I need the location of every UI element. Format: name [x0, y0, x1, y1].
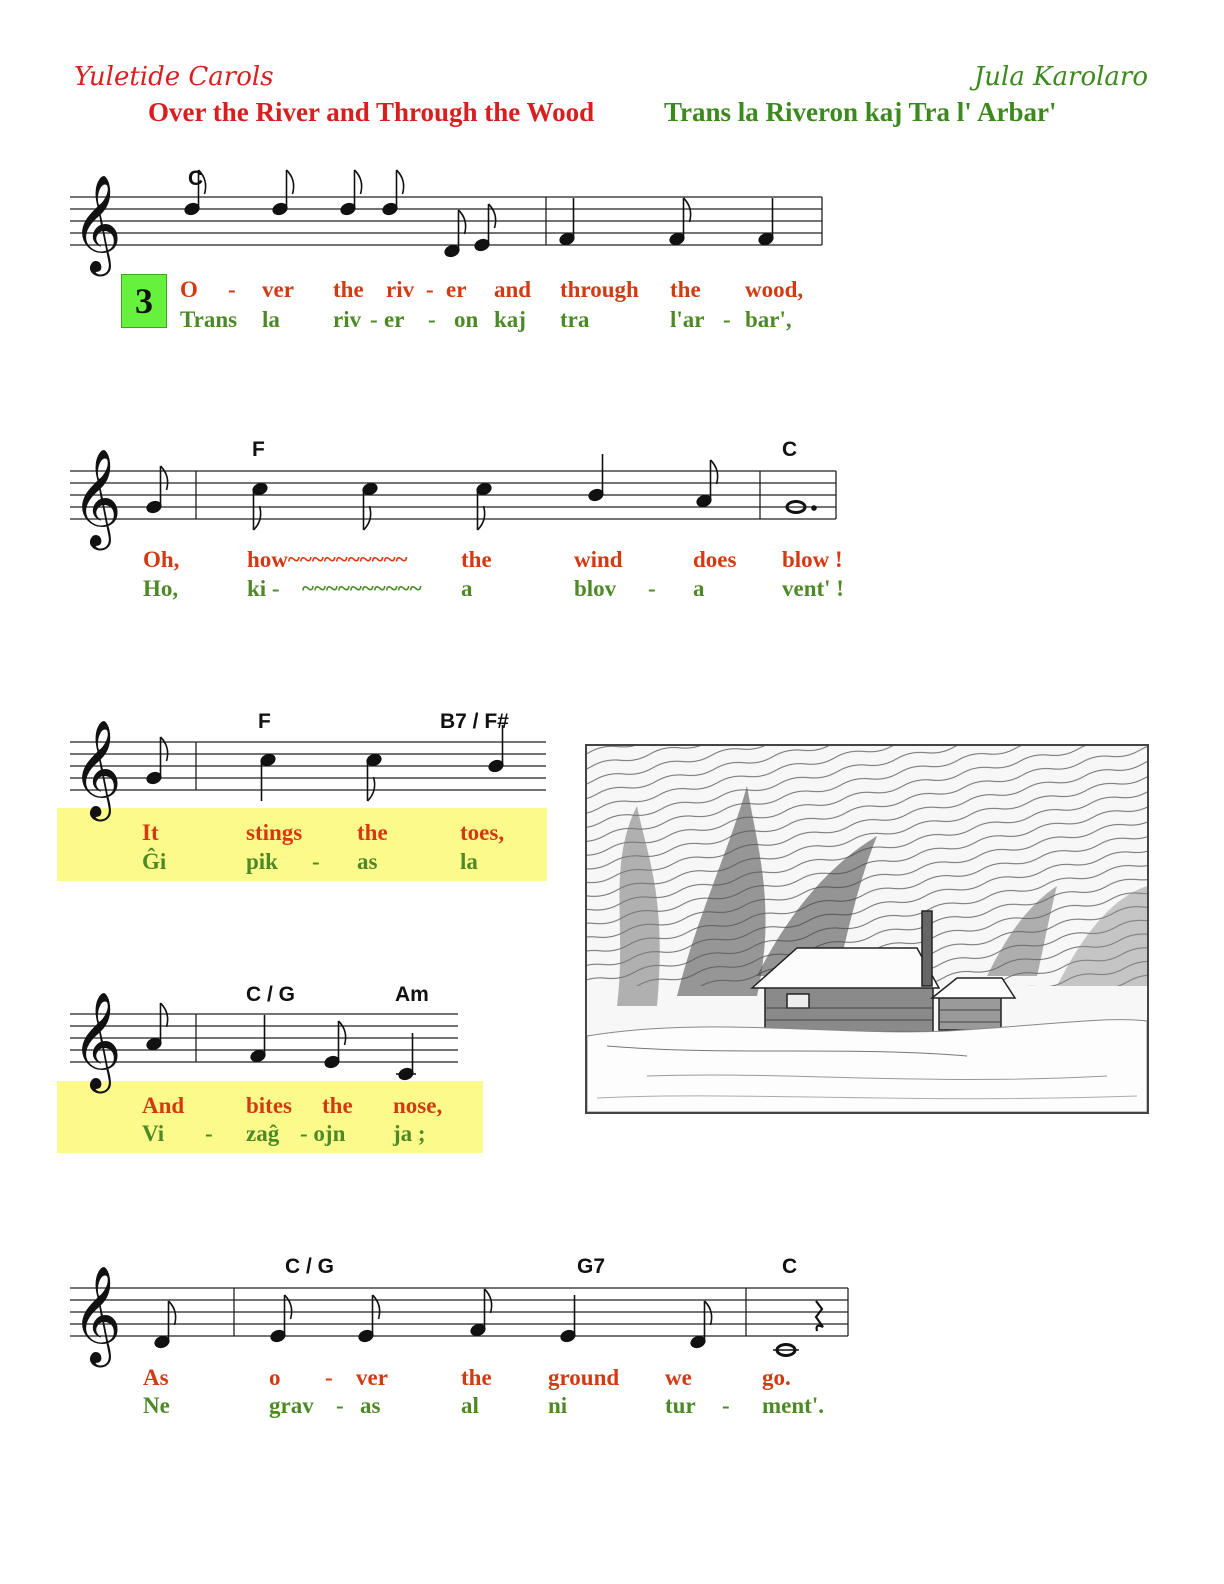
lyric-en: go.	[762, 1365, 791, 1390]
lyric-en: how~~~~~~~~~~	[247, 547, 408, 572]
song-title-eo: Trans la Riveron kaj Tra l' Arbar'	[664, 97, 1057, 127]
quarter-rest-icon	[816, 1301, 823, 1331]
lyric-eo: riv	[333, 307, 362, 332]
lyric-eo: Ĝi	[142, 849, 167, 874]
lyric-eo: Ne	[143, 1393, 170, 1418]
lyric-en: -	[228, 277, 236, 302]
lyric-eo: ni	[548, 1393, 568, 1418]
lyric-eo: vent' !	[782, 576, 844, 601]
lyric-eo: - ojn	[300, 1121, 346, 1146]
lyric-en: stings	[246, 820, 303, 845]
lyric-eo: tur	[665, 1393, 696, 1418]
lyric-en: O	[180, 277, 198, 302]
chord-symbol: C	[782, 1255, 798, 1278]
lyric-en: does	[693, 547, 737, 572]
collection-title-eo: Jula Karolaro	[973, 62, 1148, 92]
lyric-eo: bar',	[745, 307, 792, 332]
lyric-eo: er	[384, 307, 405, 332]
lyric-en: ground	[548, 1365, 620, 1390]
lyric-en: through	[560, 277, 639, 302]
lyric-eo: a	[461, 576, 473, 601]
lyric-en: And	[142, 1093, 185, 1118]
treble-clef-icon: 𝄞	[72, 448, 122, 546]
lyric-en: the	[357, 820, 388, 845]
lyric-eo: tra	[560, 307, 590, 332]
lyric-eo: -	[370, 307, 378, 332]
lyric-eo: -	[336, 1393, 344, 1418]
chord-symbol: Am	[395, 983, 429, 1006]
lyric-en: the	[670, 277, 701, 302]
treble-clef-icon: 𝄞	[72, 719, 122, 817]
lyric-en: o	[269, 1365, 281, 1390]
lyric-eo: l'ar	[670, 307, 705, 332]
lyric-eo: as	[357, 849, 378, 874]
chord-symbol: C / G	[285, 1255, 335, 1278]
lyric-en: toes,	[460, 820, 505, 845]
song-title-en: Over the River and Through the Wood	[148, 97, 595, 127]
lyric-en: Oh,	[143, 547, 180, 572]
lyric-eo: ki -	[247, 576, 280, 601]
verse-number: 3	[121, 274, 167, 328]
lyric-en: nose,	[393, 1093, 443, 1118]
lyric-en: ver	[356, 1365, 388, 1390]
lyric-eo: la	[262, 307, 280, 332]
staff	[70, 174, 830, 276]
lyric-en: wind	[574, 547, 623, 572]
lyric-en: -	[426, 277, 434, 302]
lyric-eo: -	[723, 307, 731, 332]
lyric-en: the	[322, 1093, 353, 1118]
lyric-eo: Vi	[142, 1121, 165, 1146]
chord-symbol: B7 / F#	[440, 710, 509, 733]
treble-clef-icon: 𝄞	[72, 991, 122, 1089]
lyric-eo: zaĝ	[246, 1121, 280, 1146]
lyric-eo: as	[360, 1393, 381, 1418]
chord-symbol: C	[782, 438, 798, 461]
lyric-en: riv	[386, 277, 415, 302]
lyric-en: the	[333, 277, 364, 302]
lyric-eo: on	[454, 307, 479, 332]
chord-symbol: F	[252, 438, 265, 461]
lyric-eo: Trans	[180, 307, 238, 332]
lyric-en: and	[494, 277, 532, 302]
lyric-eo: ment'.	[762, 1393, 824, 1418]
lyric-en: As	[143, 1365, 169, 1390]
lyric-eo: grav	[269, 1393, 314, 1418]
winter-cabin-illustration	[585, 744, 1149, 1114]
lyric-eo: blov	[574, 576, 617, 601]
lyric-eo: -	[428, 307, 436, 332]
lyric-eo: -	[722, 1393, 730, 1418]
treble-clef-icon: 𝄞	[72, 1265, 122, 1363]
collection-title: Yuletide Carols	[74, 62, 274, 92]
chord-symbol: C / G	[246, 983, 296, 1006]
lyric-eo: pik	[246, 849, 278, 874]
lyric-eo: -	[648, 576, 656, 601]
chord-symbol: F	[258, 710, 271, 733]
lyric-eo: -	[205, 1121, 213, 1146]
lyric-en: wood,	[745, 277, 804, 302]
staff	[70, 448, 840, 550]
lyric-en: -	[325, 1365, 333, 1390]
lyric-en: er	[446, 277, 467, 302]
lyric-eo: al	[461, 1393, 479, 1418]
lyric-eo: la	[460, 849, 478, 874]
lyric-en: bites	[246, 1093, 292, 1118]
lyric-en: the	[461, 547, 492, 572]
chord-symbol: G7	[577, 1255, 606, 1278]
lyric-en: blow !	[782, 547, 843, 572]
lyric-eo: ~~~~~~~~~~	[302, 576, 422, 601]
lyric-en: It	[142, 820, 159, 845]
lyric-eo: a	[693, 576, 705, 601]
lyric-eo: ja ;	[393, 1121, 426, 1146]
snowy-cabin-icon	[587, 746, 1147, 1112]
lyric-eo: Ho,	[143, 576, 179, 601]
lyric-eo: -	[312, 849, 320, 874]
treble-clef-icon: 𝄞	[72, 174, 122, 272]
lyric-en: we	[665, 1365, 692, 1390]
lyric-eo: kaj	[494, 307, 526, 332]
lyric-en: the	[461, 1365, 492, 1390]
lyric-en: ver	[262, 277, 294, 302]
chord-symbol: C	[188, 167, 204, 190]
